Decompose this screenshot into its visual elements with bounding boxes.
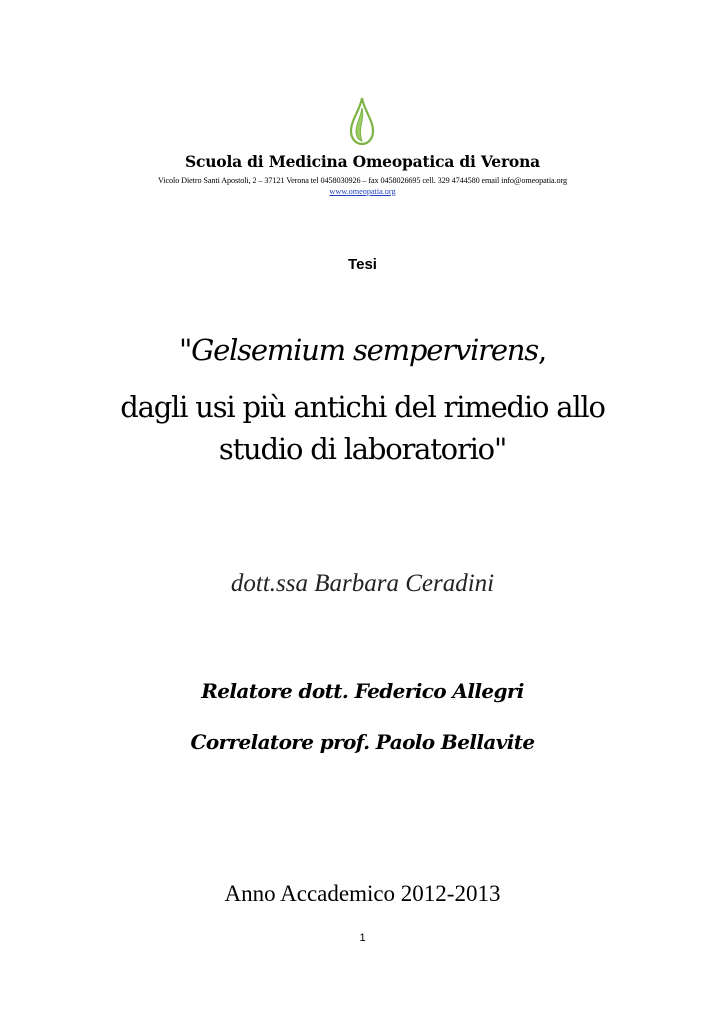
drop-logo-icon: [348, 96, 376, 146]
title-species-suffix: ,: [537, 333, 546, 367]
author-name: dott.ssa Barbara Ceradini: [230, 570, 495, 597]
thesis-title-line-2: dagli usi più antichi del rimedio allo: [120, 390, 605, 424]
school-address: Vicolo Dietro Santi Apostoli, 2 – 37121 Verona tel 0458030926 – fax 0458026695 cell. 329 4744580 email info@omeopatia.org: [158, 176, 567, 185]
relatore: Relatore dott. Federico Allegri: [201, 679, 524, 703]
title-species-name: Gelsemium sempervirens: [191, 333, 538, 367]
title-open-quote: ": [179, 333, 192, 367]
school-name: Scuola di Medicina Omeopatica di Verona: [185, 152, 540, 171]
website-link[interactable]: www.omeopatia.org: [329, 187, 396, 196]
academic-year: Anno Accademico 2012-2013: [224, 881, 501, 906]
page-number: 1: [359, 932, 366, 944]
document-type: Tesi: [348, 256, 377, 273]
thesis-title-line-3: studio di laboratorio": [218, 432, 507, 466]
correlatore: Correlatore prof. Paolo Bellavite: [190, 730, 535, 754]
thesis-title-line-1: [0, 333, 725, 367]
